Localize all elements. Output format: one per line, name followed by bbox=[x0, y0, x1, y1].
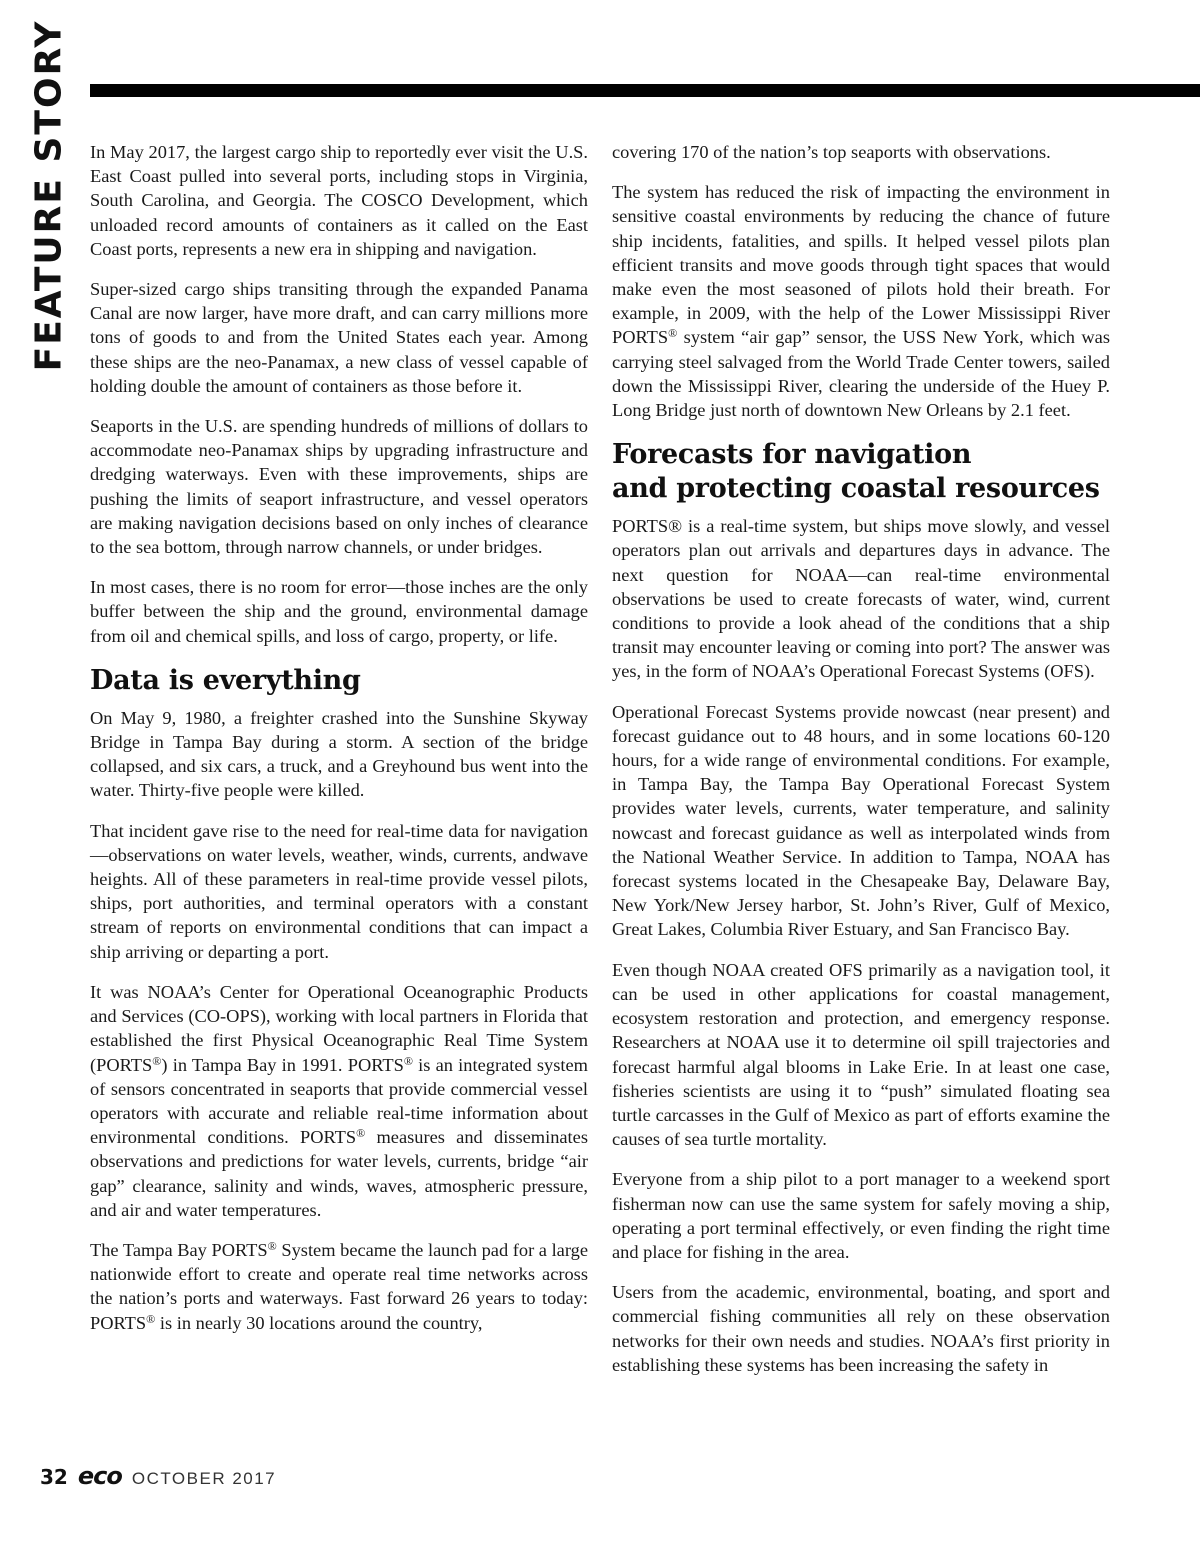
paragraph: That incident gave rise to the need for real-time data for navigation—observations on water levels, weather, winds, currents, andwave heights. All of these parameters in real-time provide vessel pilots, ships, port authorities, and terminal operators with a constant stream of reports on environmental conditions that can impact a ship arriving or departing a port. bbox=[90, 820, 588, 962]
issue-date: OCTOBER 2017 bbox=[131, 1469, 277, 1488]
page-number: 32 bbox=[40, 1465, 68, 1489]
paragraph: Users from the academic, environmental, boating, and sport and commercial fishing communities all rely on these observation networks for their own needs and studies. NOAA’s first priority in establishing these systems has been increasing the safety in bbox=[612, 1282, 1110, 1375]
registered-mark: ® bbox=[356, 1126, 366, 1141]
section-label-text: FEATURE STORY bbox=[28, 19, 70, 371]
paragraph: The system has reduced the risk of impacting the environment in sensitive coastal environments by reducing the chance of future ship incidents, fatalities, and spills. It helped vessel pilots plan efficient transits and move goods through tight spaces that would make even the most seasoned of pilots hold their breath. For example, in 2009, with the help of the Lower Mississippi River PORTS® system “air gap” sensor, the USS New York, which was carrying steel salvaged from the World Trade Center towers, sailed down the Mississippi River, clearing the underside of the Huey P. Long Bridge just north of downtown New Orleans by 2.1 feet. bbox=[612, 182, 1110, 421]
page-footer bbox=[40, 1462, 276, 1490]
paragraph: On May 9, 1980, a freighter crashed into the Sunshine Skyway Bridge in Tampa Bay during a storm. A section of the bridge collapsed, and six cars, a truck, and a Greyhound bus went into the water. Thirty-five people were killed. bbox=[90, 707, 588, 801]
registered-mark: ® bbox=[403, 1053, 413, 1068]
registered-mark: ® bbox=[668, 326, 678, 341]
left-column bbox=[90, 140, 588, 1351]
right-column bbox=[612, 140, 1110, 1393]
section-heading: Data is everything bbox=[90, 664, 361, 696]
section-label bbox=[24, 19, 74, 371]
paragraph: In most cases, there is no room for error—those inches are the only buffer between the ship and the ground, environmental damage from oil and chemical spills, and loss of cargo, property, or life. bbox=[90, 577, 588, 646]
paragraph: In May 2017, the largest cargo ship to reportedly ever visit the U.S. East Coast pulled into several ports, including stops in Virginia, South Carolina, and Georgia. The COSCO Development, which unloaded record amounts of containers as it called on the East Coast ports, represents a new era in shipping and navigation. bbox=[90, 142, 588, 259]
registered-mark: ® bbox=[267, 1238, 277, 1253]
top-rule-divider bbox=[90, 84, 1200, 97]
paragraph: Everyone from a ship pilot to a port manager to a weekend sport fisherman now can use the same system for safely moving a ship, operating a port terminal effectively, or even finding the right time and place for fishing in the area. bbox=[612, 1169, 1110, 1262]
paragraph: Operational Forecast Systems provide nowcast (near present) and forecast guidance out to 48 hours, and in some locations 60-120 hours, for a wide range of environmental conditions. For example, in Tampa Bay, the Tampa Bay Operational Forecast System provides water levels, currents, water temperature, and salinity nowcast and forecast guidance as well as interpolated winds from the National Weather Service. In addition to Tampa, NOAA has forecast systems located in the Chesapeake Bay, Delaware Bay, New York/New Jersey harbor, St. John’s River, Gulf of Mexico, Great Lakes, Columbia River Estuary, and San Francisco Bay. bbox=[612, 701, 1110, 940]
paragraph: The Tampa Bay PORTS® System became the launch pad for a large nationwide effort to create and operate real time networks across the nation’s ports and waterways. Fast forward 26 years to today: PORTS® is in nearly 30 locations around the country, bbox=[90, 1238, 588, 1333]
paragraph: Even though NOAA created OFS primarily as a navigation tool, it can be used in other applications for coastal management, ecosystem restoration and protection, and emergency response. Researchers at NOAA use it to determine oil spill trajectories and forecast harmful algal blooms in Lake Erie. In at least one case, fisheries scientists are using it to “push” simulated floating sea turtle carcasses in the Gulf of Mexico as part of efforts examine the causes of sea turtle mortality. bbox=[612, 959, 1110, 1150]
section-heading: Forecasts for navigation and protecting coastal resources bbox=[612, 439, 1100, 505]
paragraph: covering 170 of the nation’s top seaports with observations. bbox=[612, 142, 1051, 162]
registered-mark: ® bbox=[152, 1053, 162, 1068]
paragraph: It was NOAA’s Center for Operational Oceanographic Products and Services (CO-OPS), working with local partners in Florida that established the first Physical Oceanographic Real Time System (PORTS®) in Tampa Bay in 1991. PORTS® is an integrated system of sensors concentrated in seaports that provide commercial vessel operators with accurate and reliable real-time information about environmental conditions. PORTS® measures and disseminates observations and predictions for water levels, currents, bridge “air gap” clearance, salinity and winds, waves, atmospheric pressure, and air and water temperatures. bbox=[90, 981, 588, 1220]
paragraph: PORTS® is a real-time system, but ships move slowly, and vessel operators plan out arrivals and departures days in advance. The next question for NOAA—can real-time environmental observations be used to create forecasts of water, wind, current conditions to provide a look ahead of the conditions that a ship transit may encounter leaving or coming into port? The answer was yes, in the form of NOAA’s Operational Forecast Systems (OFS). bbox=[612, 516, 1110, 682]
paragraph: Super-sized cargo ships transiting through the expanded Panama Canal are now larger, have more draft, and can carry millions more tons of goods to and from the United States each year. Among these ships are the neo-Panamax, a new class of vessel capable of holding double the amount of containers as those before it. bbox=[90, 279, 588, 396]
magazine-logo: eco bbox=[77, 1462, 122, 1490]
paragraph: Seaports in the U.S. are spending hundreds of millions of dollars to accommodate neo-Panamax ships by upgrading infrastructure and dredging waterways. Even with these improvements, ships are pushing the limits of seaport infrastructure, and vessel operators are making navigation decisions based on only inches of clearance to the sea bottom, through narrow channels, or under bridges. bbox=[90, 416, 588, 558]
registered-mark: ® bbox=[146, 1311, 156, 1326]
